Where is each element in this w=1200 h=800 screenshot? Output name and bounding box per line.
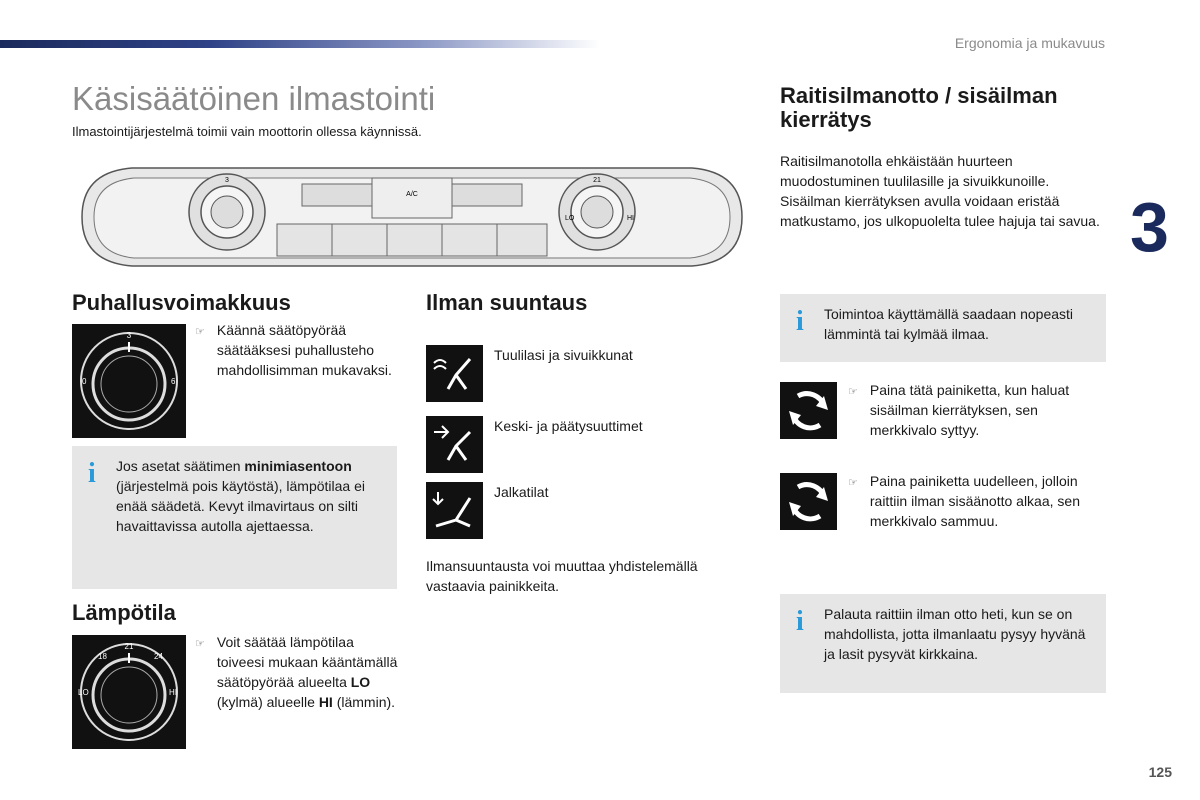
windscreen-vent-icon <box>426 345 483 402</box>
fan-bullet-text: Käännä säätöpyörää säätääksesi puhallusteho mahdollisimman mukavaksi. <box>216 322 392 378</box>
info-icon: i <box>88 458 96 489</box>
fan-heading: Puhallusvoimakkuus <box>72 290 291 315</box>
info-icon: i <box>796 606 804 637</box>
fan-bullet <box>195 320 400 380</box>
ac-label: A/C <box>406 191 418 198</box>
temp-bullet-text: Voit säätää lämpötilaa toiveesi mukaan kääntämällä säätöpyörää alueelta LO (kylmä) alueelle HI (lämmin). <box>216 634 398 710</box>
fan-dial-label-6: 6 <box>171 377 176 386</box>
right-dial-hi: HI <box>627 215 634 222</box>
direction-label-footwell: Jalkatilat <box>494 484 549 500</box>
page-title: Käsisäätöinen ilmastointi <box>72 80 436 117</box>
right-dial-lo: LO <box>565 215 575 222</box>
fan-info-box: i Jos asetat säätimen minimiasentoon (järjestelmä pois käytöstä), lämpötilaa ei enää säädetä. Kevyt ilmavirtaus on silti havaittavissa autolla ajettaessa. <box>72 446 397 589</box>
right-dial-label: 21 <box>593 177 601 184</box>
direction-label-face: Keski- ja päätysuuttimet <box>494 418 643 434</box>
temp-dial-icon <box>72 635 186 749</box>
intro-text: Ilmastointijärjestelmä toimii vain moottorin ollessa käynnissä. <box>72 124 422 139</box>
recirculation-icon <box>780 382 837 439</box>
direction-label-windscreen: Tuulilasi ja sivuikkunat <box>494 347 633 363</box>
chapter-number: 3 <box>1130 188 1169 266</box>
direction-heading: Ilman suuntaus <box>426 290 588 315</box>
temp-dial-label-24: 24 <box>154 652 163 661</box>
recirc-heading: Raitisilmanotto / sisäilman kierrätys <box>780 83 1058 132</box>
temp-dial-label-18: 18 <box>98 652 107 661</box>
temp-heading: Lämpötila <box>72 600 176 625</box>
recirculation-icon-off <box>780 473 837 530</box>
control-panel-illustration <box>72 162 752 272</box>
temp-dial-label-hi: HI <box>169 688 177 697</box>
temp-dial-label-21: 21 <box>124 642 134 651</box>
info-icon: i <box>796 306 804 337</box>
fan-dial-label-0: 0 <box>82 377 87 386</box>
header-gradient-bar <box>0 40 600 48</box>
left-dial-label: 3 <box>225 177 229 184</box>
section-header: Ergonomia ja mukavuus <box>954 35 1105 51</box>
fan-dial-icon <box>72 324 186 438</box>
recirc-info-box-1: i Toimintoa käyttämällä saadaan nopeasti lämmintä tai kylmää ilmaa. <box>780 294 1106 362</box>
bullet-icon: ☞ <box>848 477 858 489</box>
bullet-icon: ☞ <box>195 638 205 650</box>
bullet-icon: ☞ <box>848 386 858 398</box>
page-number: 125 <box>1148 764 1172 780</box>
temp-bullet <box>195 632 400 712</box>
footwell-vent-icon <box>426 482 483 539</box>
bullet-icon: ☞ <box>195 326 205 338</box>
recirc-paragraph: Raitisilmanotolla ehkäistään huurteen muodostuminen tuulilasille ja sivuikkunoille. Sisäilman kierrätyksen avulla voidaan eristää matkustamo, jos ulkopuolelta tulee hajuja tai savua. <box>780 153 1100 229</box>
fan-dial-label-3: 3 <box>126 331 132 340</box>
temp-dial-label-lo: LO <box>78 688 89 697</box>
face-vent-icon <box>426 416 483 473</box>
recirc-bullet-1: ☞ Paina tätä painiketta, kun haluat sisäilman kierrätyksen, sen merkkivalo syttyy. <box>848 382 1070 438</box>
direction-note: Ilmansuuntausta voi muuttaa yhdistelemällä vastaavia painikkeita. <box>426 558 698 594</box>
recirc-info-box-2: i Palauta raittiin ilman otto heti, kun se on mahdollista, jotta ilmanlaatu pysyy hyvänä ja lasit pysyvät kirkkaina. <box>780 594 1106 693</box>
recirc-bullet-2: ☞ Paina painiketta uudelleen, jolloin raittiin ilman sisäänotto alkaa, sen merkkivalo sammuu. <box>848 473 1080 529</box>
